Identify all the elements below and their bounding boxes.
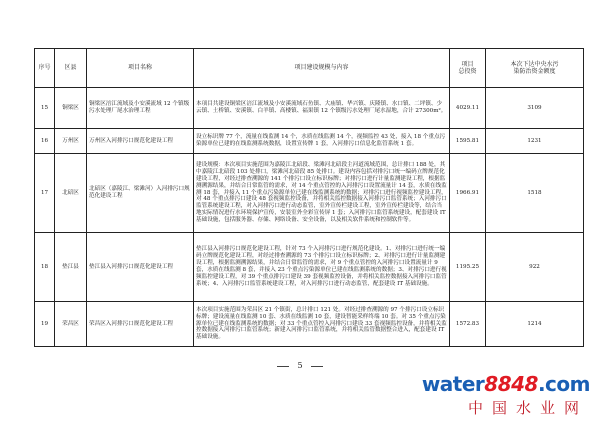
table-row — [35, 302, 584, 347]
row-investment: 4029.11 — [450, 88, 486, 129]
table-row — [35, 129, 584, 154]
row-project-name: 荣昌区入河排污口规范化建设工程 — [87, 302, 194, 347]
row-funds: 922 — [486, 233, 584, 302]
table-header-row — [35, 49, 584, 88]
page-number-value: 5 — [297, 361, 303, 370]
row-project-name: 铜梁区涪江流域及小安溪流域 12 个镇级污水处理厂尾水治理工程 — [87, 88, 194, 129]
row-index: 15 — [35, 88, 55, 129]
row-scale-content: 本项目共建设铜梁区涪江流域及小安溪流域石鱼镇、大庙镇、华兴镇、庆隆镇、水口镇、二坪镇、少云镇、土桥镇、安溪镇、白羊镇、高楼镇、福果镇 12 个镇级污水处理厂尾水湿地，合计 27300m²。 — [194, 88, 450, 129]
watermark-url — [422, 372, 590, 396]
row-district: 北碚区 — [55, 154, 87, 233]
row-index: 17 — [35, 154, 55, 233]
header-funds: 本次下达中央水污 染防治资金额度 — [486, 49, 584, 88]
row-investment: 1966.91 — [450, 154, 486, 233]
row-district: 垫江县 — [55, 233, 87, 302]
row-scale-content: 设立标识牌 77 个，流量在线监测 14 个，水质在线监测 14 个，视频监控 43 处，接入 18 个重点污染源单位已建的在线监测系统数据，设置宣传牌 1 套，入河排污口信息化监管系统 1 套。 — [194, 129, 450, 154]
row-project-name: 万州区入河排污口规范化建设工程 — [87, 129, 194, 154]
row-funds: 1231 — [486, 129, 584, 154]
projects-table — [34, 48, 584, 347]
row-funds: 1518 — [486, 154, 584, 233]
row-funds: 1214 — [486, 302, 584, 347]
table-row — [35, 233, 584, 302]
row-funds: 3109 — [486, 88, 584, 129]
header-index: 序号 — [35, 49, 55, 88]
watermark-text-a: water — [421, 372, 485, 396]
header-project-name: 项目名称 — [87, 49, 194, 88]
header-scale-content: 项目建设规模与内容 — [194, 49, 450, 88]
row-scale-content: 垫江县入河排污口规范化建设工程，针对 73 个入河排污口进行规范化建设。1、对排污口进行统一编码立牌规范化建设工程，对经过排查溯源的 73 个排污口设立标识标牌；2、对排污口进行计量监测建设工程，根据监测溯源结果，并结合日常监管的需求，对 9 个重点管控的入河排污口设置流量计 9 套，水质在线监测 8 套，并接入 23 个重点污染源单位已建在线监测系统的数据；3、对排污口进行视频监控建设工程，对 39 个重点排污口建设 39 套视频监控设备，并将相关监控数据接入河排污口监管系统；4、入河排污口监管系统建设工程，对入河排污口进行动态监管，配套建设 IT 基础设施。 — [194, 233, 450, 302]
page-number-dash-left — [277, 366, 289, 367]
header-investment: 项目 总投资 — [450, 49, 486, 88]
row-district: 荣昌区 — [55, 302, 87, 347]
row-investment: 1572.83 — [450, 302, 486, 347]
watermark-chinese: 中国水业网 — [467, 399, 588, 417]
row-district: 铜梁区 — [55, 88, 87, 129]
table-row — [35, 154, 584, 233]
row-investment: 1195.25 — [450, 233, 486, 302]
watermark-logo — [410, 372, 590, 420]
row-project-name: 北碚区（嘉陵江、梁滩河）入河排污口规范化建设工程 — [87, 154, 194, 233]
row-index: 18 — [35, 233, 55, 302]
row-scale-content: 建设规模：本次项目实施范围为嘉陵江北碚段、梁滩河北碚段主河道流域范围，总计排口 188 处，其中嘉陵江北碚段 103 处排口，梁滩河北碚段 85 处排口。建设内容包括对排污口统一编码立牌规范化建设工程，对经过排查溯源的 141 个排污口设立标识标牌；对排污口进行计量监测建设工程，根据监测溯源结果，并结合日常监管的需求，对 14 个重点管控的入河排污口设置流量计 14 套，水质在线监测 18 套，并接入 11 个重点污染源单位已建在线监测系统的数据；对排污口进行视频监控建设工程，对 48 个重点排污口建设 48 套视频监控设备，并将相关监控数据接入河排污口监管系统；入河排污口监管系统建设工程，对入河排污口进行动态监管，室外宣传栏建设工程，室外宣传栏建设等，结合当地实际情况进行水环境保护宣传，安装室外全彩宣传屏 1 套；入河排污口监管系统建设，配套建设 IT 基础设施，包括服务器、存储、网络设备、安全设备，以及相关软件系统和控制软件等。 — [194, 154, 450, 233]
row-district: 万州区 — [55, 129, 87, 154]
row-index: 16 — [35, 129, 55, 154]
row-project-name: 垫江县入河排污口规范化建设工程 — [87, 233, 194, 302]
page-number — [0, 361, 600, 370]
watermark-text-c: .com — [537, 372, 590, 396]
page-number-dash-right — [311, 366, 323, 367]
row-scale-content: 本次项目实施范围为荣昌区 21 个镇街，总计排口 121 处。对经过排查溯源的 97 个排污口设立标识标牌；建设流量在线监测 10 套、水质在线监测 10 套，建设智能采样终端 10 套。对 35 个重点污染源单位已建在线监测系统的数据；对 33 个重点管控入河排污口建设 33 套视频监控设备，并将相关监控数据接入河排污口监管系统；新建入河排污口监管系统，并将相关监管数据整合进入，配套建设 IT 基础设施。 — [194, 302, 450, 347]
row-index: 19 — [35, 302, 55, 347]
header-district: 区县 — [55, 49, 87, 88]
watermark-text-b: 8848 — [484, 372, 538, 396]
table-row — [35, 88, 584, 129]
row-investment: 1595.81 — [450, 129, 486, 154]
